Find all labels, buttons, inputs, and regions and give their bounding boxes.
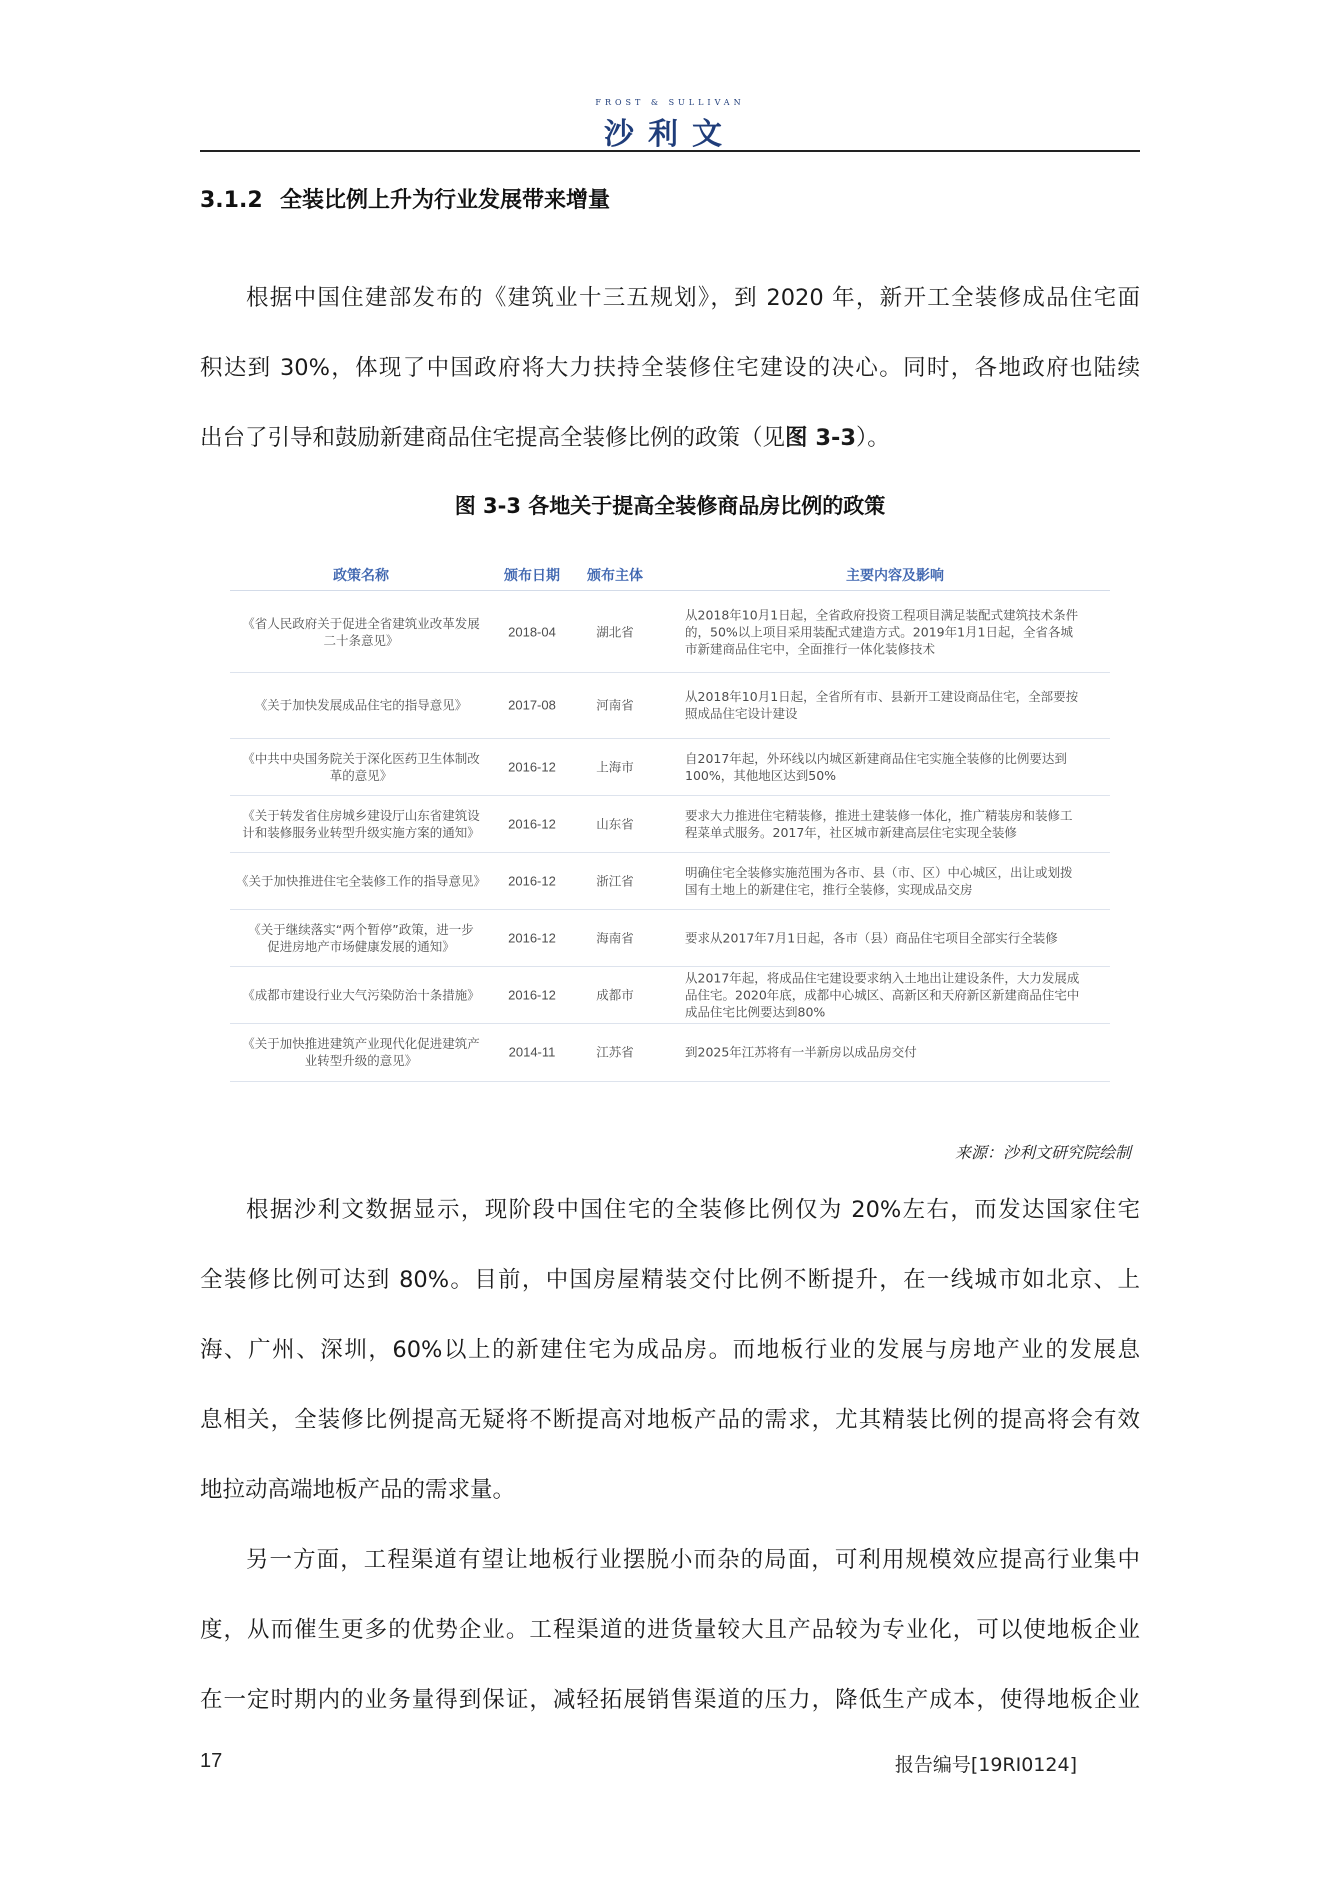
brand-logo-chinese: 沙利文 xyxy=(604,117,736,152)
policy-name-line: 《成都市建设行业大气污染防治十条措施》 xyxy=(242,987,480,1002)
table-row xyxy=(230,909,1110,967)
table-row xyxy=(230,1023,1110,1082)
issuer: 河南省 xyxy=(596,697,634,713)
figure-reference: 图 3-3 xyxy=(785,425,856,451)
policy-content-line: 市新建商品住宅中，全面推行一体化装修技术 xyxy=(685,641,936,657)
policy-content xyxy=(685,688,1105,722)
policy-name-line: 计和装修服务业转型升级实施方案的通知》 xyxy=(242,824,480,840)
policy-name xyxy=(230,921,492,955)
header-divider xyxy=(200,150,1140,152)
issue-date: 2016-12 xyxy=(508,987,556,1002)
report-number: 报告编号[19RI0124] xyxy=(894,1754,1077,1776)
policy-content-line: 要求从2017年7月1日起，各市（县）商品住宅项目全部实行全装修 xyxy=(685,930,1058,945)
table-row xyxy=(230,966,1110,1024)
table-row xyxy=(230,738,1110,796)
policy-content-line: 从2018年10月1日起，全省所有市、县新开工建设商品住宅，全部要按 xyxy=(685,689,1079,704)
column-header-name: 政策名称 xyxy=(333,568,389,584)
paragraph-line: 根据沙利文数据显示，现阶段中国住宅的全装修比例仅为 20%左右，而发达国家住宅 xyxy=(246,1197,1140,1223)
issuer: 海南省 xyxy=(596,930,634,945)
policy-name-line: 《中共中央国务院关于深化医药卫生体制改 xyxy=(242,750,480,766)
paragraph-line: 地拉动高端地板产品的需求量。 xyxy=(200,1477,516,1503)
column-header-issuer: 颁布主体 xyxy=(587,568,643,584)
page-number: 17 xyxy=(200,1750,223,1772)
policy-name xyxy=(230,872,492,889)
policy-content-line: 100%，其他地区达到50% xyxy=(685,767,837,783)
column-header-date: 颁布日期 xyxy=(504,568,560,584)
table-row xyxy=(230,592,1110,673)
paragraph-line: 全装修比例可达到 80%。目前，中国房屋精装交付比例不断提升，在一线城市如北京、上 xyxy=(200,1267,1140,1293)
policy-content xyxy=(685,929,1105,946)
policy-name-line: 《关于加快推进建筑产业现代化促进建筑产 xyxy=(242,1036,480,1051)
issue-date: 2016-12 xyxy=(508,759,556,774)
figure-title: 图 3-3 各地关于提高全装修商品房比例的政策 xyxy=(454,494,886,518)
policy-name-line: 《关于加快发展成品住宅的指导意见》 xyxy=(254,697,468,713)
issuer: 成都市 xyxy=(596,987,634,1002)
issue-date: 2016-12 xyxy=(508,873,556,888)
paragraph-market-data xyxy=(200,1175,1140,1525)
policy-name-line: 革的意见》 xyxy=(329,767,393,783)
issuer: 山东省 xyxy=(596,816,634,831)
policy-name xyxy=(230,807,492,841)
table-row xyxy=(230,852,1110,910)
policy-content-line: 到2025年江苏将有一半新房以成品房交付 xyxy=(685,1044,917,1060)
policy-content xyxy=(685,969,1105,1020)
policy-content-line: 明确住宅全装修实施范围为各市、县（市、区）中心城区，出让或划拨 xyxy=(685,864,1073,880)
paragraph-line: 积达到 30%，体现了中国政府将大力扶持全装修住宅建设的决心。同时，各地政府也陆续 xyxy=(200,355,1140,381)
issue-date: 2016-12 xyxy=(508,930,556,945)
policy-content-line: 的，50%以上项目采用装配式建造方式。2019年1月1日起，全省各城 xyxy=(685,624,1074,640)
issue-date: 2014-11 xyxy=(508,1044,556,1060)
policy-content-line: 程菜单式服务。2017年，社区城市新建高层住宅实现全装修 xyxy=(685,824,1017,840)
policy-content-line: 从2018年10月1日起，全省政府投资工程项目满足装配式建筑技术条件 xyxy=(685,607,1079,623)
issue-date: 2017-08 xyxy=(508,697,556,713)
paragraph-engineering-channel xyxy=(200,1525,1140,1735)
table-row xyxy=(230,672,1110,739)
issue-date: 2018-04 xyxy=(508,624,556,640)
paragraph-line: 出台了引导和鼓励新建商品住宅提高全装修比例的政策（见图 3-3）。 xyxy=(200,425,890,451)
issuer: 浙江省 xyxy=(596,873,634,888)
policy-name xyxy=(230,615,492,649)
issuer: 上海市 xyxy=(596,759,634,774)
paragraph-line: 度，从而催生更多的优势企业。工程渠道的进货量较大且产品较为专业化，可以使地板企业 xyxy=(200,1617,1140,1643)
policy-table xyxy=(230,560,1110,1120)
section-heading xyxy=(200,183,610,214)
policy-content xyxy=(685,750,1105,784)
table-row xyxy=(230,795,1110,853)
table-header-divider xyxy=(230,590,1110,591)
paragraph-line: 根据中国住建部发布的《建筑业十三五规划》，到 2020 年，新开工全装修成品住宅面 xyxy=(246,285,1140,311)
paragraph-policy-intro xyxy=(200,263,1140,473)
issue-date: 2016-12 xyxy=(508,816,556,831)
paragraph-line: 另一方面，工程渠道有望让地板行业摆脱小而杂的局面，可利用规模效应提高行业集中 xyxy=(246,1547,1140,1573)
policy-content-line: 成品住宅比例要达到80% xyxy=(685,1004,826,1019)
policy-content-line: 照成品住宅设计建设 xyxy=(685,706,798,721)
policy-name-line: 《省人民政府关于促进全省建筑业改革发展 xyxy=(242,616,480,631)
column-header-content: 主要内容及影响 xyxy=(846,568,944,584)
policy-name-line: 二十条意见》 xyxy=(323,633,399,648)
issuer: 湖北省 xyxy=(596,624,634,640)
policy-content xyxy=(685,607,1105,658)
policy-name-line: 促进房地产市场健康发展的通知》 xyxy=(267,938,455,954)
policy-name-line: 《关于转发省住房城乡建设厅山东省建筑设 xyxy=(242,807,480,823)
policy-content-line: 品住宅。2020年底，成都中心城区、高新区和天府新区新建商品住宅中 xyxy=(685,987,1080,1002)
policy-name xyxy=(230,1035,492,1069)
policy-content-line: 要求大力推进住宅精装修，推进土建装修一体化，推广精装房和装修工 xyxy=(685,807,1073,823)
section-title: 全装比例上升为行业发展带来增量 xyxy=(280,188,611,213)
policy-content xyxy=(685,807,1105,841)
issuer: 江苏省 xyxy=(596,1044,634,1060)
paragraph-line: 息相关，全装修比例提高无疑将不断提高对地板产品的需求，尤其精装比例的提高将会有效 xyxy=(200,1407,1140,1433)
policy-content xyxy=(685,1044,1105,1061)
policy-name-line: 《关于加快推进住宅全装修工作的指导意见》 xyxy=(235,873,486,888)
figure-source: 来源：沙利文研究院绘制 xyxy=(954,1143,1131,1162)
policy-content-line: 从2017年起，将成品住宅建设要求纳入土地出让建设条件，大力发展成 xyxy=(685,970,1080,985)
brand-logo-english: FROST & SULLIVAN xyxy=(595,98,745,107)
paragraph-line: 海、广州、深圳，60%以上的新建住宅为成品房。而地板行业的发展与房地产业的发展息 xyxy=(200,1337,1140,1363)
policy-name xyxy=(230,986,492,1003)
policy-name-line: 《关于继续落实“两个暂停”政策，进一步 xyxy=(248,921,474,937)
paragraph-line: 在一定时期内的业务量得到保证，减轻拓展销售渠道的压力，降低生产成本，使得地板企业 xyxy=(200,1687,1140,1713)
policy-name xyxy=(230,697,492,714)
policy-content-line: 国有土地上的新建住宅，推行全装修，实现成品交房 xyxy=(685,881,973,897)
policy-content xyxy=(685,864,1105,898)
page-header xyxy=(200,98,1140,152)
policy-name-line: 业转型升级的意见》 xyxy=(304,1053,418,1068)
section-number: 3.1.2 xyxy=(200,188,263,213)
policy-content-line: 自2017年起，外环线以内城区新建商品住宅实施全装修的比例要达到 xyxy=(685,750,1067,766)
policy-name xyxy=(230,750,492,784)
